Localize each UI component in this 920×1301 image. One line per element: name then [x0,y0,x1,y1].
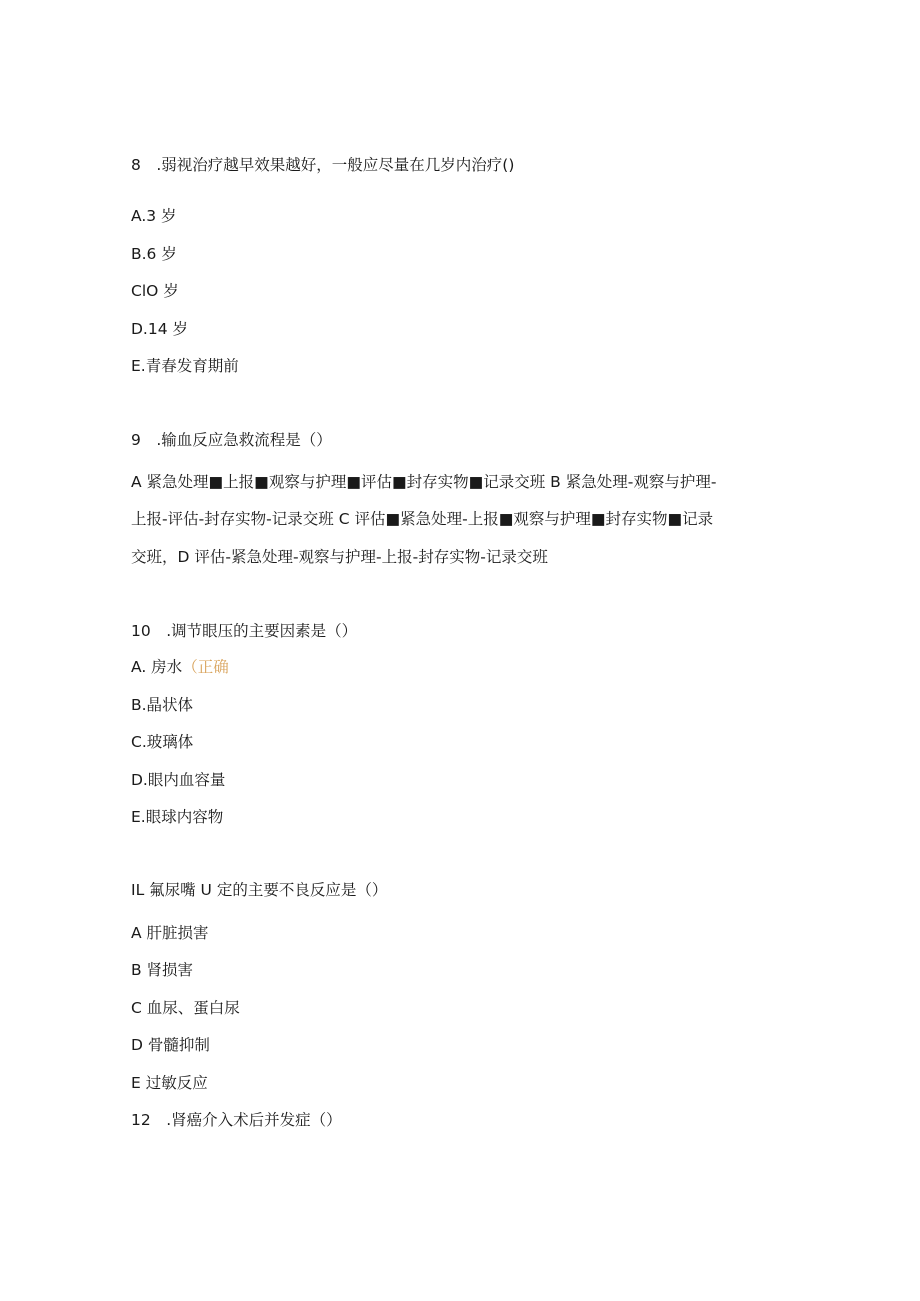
q11-option-a: A 肝脏损害 [131,924,209,942]
q10-option-c: C.玻璃体 [131,733,194,751]
q11-option-d: D 骨髓抑制 [131,1036,210,1054]
q8-option-d: D.14 岁 [131,320,189,338]
q10-option-e: E.眼球内容物 [131,808,224,826]
q10-option-b: B.晶状体 [131,696,194,714]
q11-option-e: E 过敏反应 [131,1074,208,1092]
question-12-stem: 12 .肾癌介入术后并发症（） [131,1111,342,1129]
q9-options-line-1: A 紧急处理■上报■观察与护理■评估■封存实物■记录交班 B 紧急处理-观察与护理- [131,473,717,491]
question-9-stem: 9 .输血反应急救流程是（） [131,431,332,449]
q10-option-a-text: A. 房水 [131,658,183,676]
q10-option-a [131,657,229,677]
q8-option-a: A.3 岁 [131,207,177,225]
q10-option-d: D.眼内血容量 [131,771,226,789]
q8-option-e: E.青春发育期前 [131,357,239,375]
question-10-stem: 10 .调节眼压的主要因素是（） [131,622,358,640]
q9-options-line-3: 交班，D 评估-紧急处理-观察与护理-上报-封存实物-记录交班 [131,548,548,566]
correct-answer-mark: （正确 [182,658,229,676]
q11-option-b: B 肾损害 [131,961,194,979]
q8-option-b: B.6 岁 [131,245,177,263]
question-8-stem: 8 .弱视治疗越早效果越好，一般应尽量在几岁内治疗() [131,156,515,174]
q8-option-c: ClO 岁 [131,282,179,300]
q11-option-c: C 血尿、蛋白尿 [131,999,240,1017]
q9-options-line-2: 上报-评估-封存实物-记录交班 C 评估■紧急处理-上报■观察与护理■封存实物■记录 [131,510,714,528]
question-11-stem: IL 氟尿嘴 U 定的主要不良反应是（） [131,881,388,899]
